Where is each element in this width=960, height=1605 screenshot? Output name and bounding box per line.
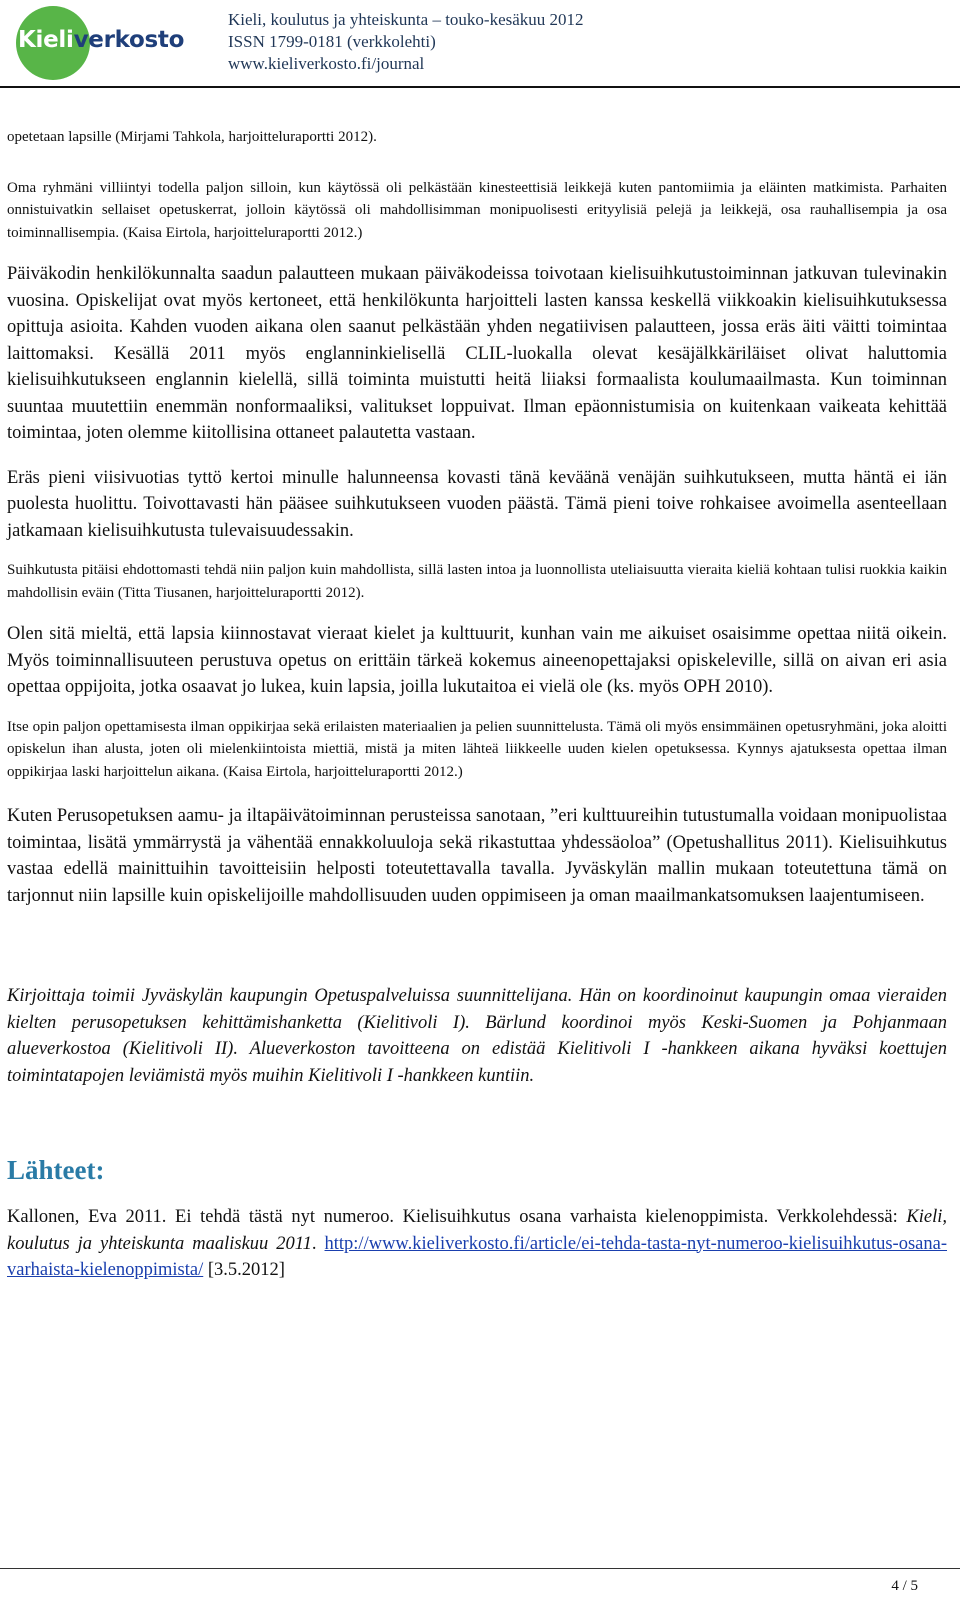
reference-text: Kallonen, Eva 2011. Ei tehdä tästä nyt numeroo. Kielisuihkutus osana varhaista kielenoppimista. Verkkolehdessä: [7, 1207, 907, 1227]
footer-divider [0, 1568, 960, 1569]
reference-separator: . [311, 1233, 325, 1254]
journal-title: Kieli, koulutus ja yhteiskunta – touko-kesäkuu 2012 [228, 10, 584, 29]
paragraph-opinion: Olen sitä mieltä, että lapsia kiinnostavat vieraat kielet ja kulttuurit, kunhan vain me aikuiset osaisimme opettaa niitä oikein. Myös toiminnallisuuteen perustuva opetus on erittäin tärkeä kokemus aineenopettajaksi opiskeleville, sillä on aivan eri asia opettaa oppijoita, jotka osaavat jo lukea, kuin lapsia, joilla lukutaitoa ei vielä ole (ks. myös OPH 2010). [7, 624, 947, 697]
quote-fragment: opetetaan lapsille (Mirjami Tahkola, harjoitteluraportti 2012). [7, 129, 377, 145]
logo-wordmark [18, 29, 184, 52]
paragraph-feedback: Päiväkodin henkilökunnalta saadun palautteen mukaan päiväkodeissa toivotaan kielisuihkutustoiminnan jatkuvan tulevinakin vuosina. Opiskelijat ovat myös kertoneet, että henkilökunta harjoitteli lasten kanssa keskellä viikkoakin kielisuihkutuksessa opittuja asioita. Kahden vuoden aikana olen saanut pelkästään yhden negatiivisen palautteen, jossa eräs äiti väitti toimintaa laittomaksi. Kesällä 2011 myös englanninkielisellä CLIL-luokalla olevat kesäjälkkäriläiset olivat haluttomia kielisuihkutukseen englannin kielellä, sillä toiminta muistutti heitä liiaksi formaalista koulumaailmasta. Kun toiminnan suuntaa muutettiin enemmän nonformaaliksi, valitukset loppuivat. Ilman epäonnistumisia on kuitenkaan vaikeata kehittää toimintaa, joten olemme kiitollisina ottaneet palautetta vastaan. [7, 264, 947, 443]
paragraph-girl: Eräs pieni viisivuotias tyttö kertoi minulle halunneensa kovasti tänä keväänä venäjän suihkutukseen, mutta häntä ei iän puolesta huolittu. Toivottavasti hän pääsee suihkutukseen vuoden päästä. Tämä pieni toive rohkaisee avoimella asenteellaan jatkamaan kielisuihkutusta tulevaisuudessakin. [7, 467, 947, 541]
references-heading: Lähteet: [7, 1155, 105, 1185]
page-header [0, 0, 960, 88]
header-divider [0, 86, 960, 88]
quote-tiusanen: Suihkutusta pitäisi ehdottomasti tehdä niin paljon kuin mahdollista, sillä lasten intoa ja luonnollista uteliaisuutta vieraita kieliä kohtaan tulisi ruokkia kaikin mahdollisin eväin (Titta Tiusanen, harjoitteluraportti 2012). [7, 562, 947, 601]
article-body [7, 126, 947, 1284]
quote-eirtola-1: Oma ryhmäni villiintyi todella paljon silloin, kun käytössä oli pelkästään kinesteettisiä leikkejä kuten pantomiimia ja eläinten matkimista. Parhaiten onnistuivatkin sellaiset opetuskerrat, jolloin käytössä oli mahdollisimman monipuolisesti erityylisiä pelejä ja leikkejä, osa rauhallisempia ja osa toiminnallisempia. (Kaisa Eirtola, harjoitteluraportti 2012.) [7, 179, 947, 241]
reference-link[interactable]: http://www.kieliverkosto.fi/article/ei-tehda-tasta-nyt-numeroo-kielisuihkutus-osana-varhaista-kielenoppimista/ [7, 1233, 948, 1280]
logo-word-kieli: Kieli [18, 27, 74, 53]
journal-issn: ISSN 1799-0181 (verkkolehti) [228, 32, 436, 51]
paragraph-conclusion: Kuten Perusopetuksen aamu- ja iltapäivätoiminnan perusteissa sanotaan, ”eri kulttuureihin tutustumalla voidaan monipuolistaa toimintaa, lisätä ymmärrystä ja vähentää ennakkoluuloja sekä rikastuttaa yhdessäoloa” (Opetushallitus 2011). Kielisuihkutus vastaa edellä mainittuihin tavoitteisiin helposti toteutettavalla tavalla. Jyväskylän mallin mukaan toteutettuna tämä on tarjonnut niin lapsille kuin opiskelijoille mahdollisuuden uuden oppimiseen ja oman maailmankatsomuksen laajentumiseen. [7, 806, 947, 906]
journal-info [228, 9, 584, 75]
quote-eirtola-2: Itse opin paljon opettamisesta ilman oppikirjaa sekä erilaisten materiaalien ja pelien suunnittelusta. Tämä oli myös ensimmäinen opetusryhmäni, joka aloitti opiskelun ihan alusta, joten oli mielenkiintoista miettiä, mistä ja miten lähteä liikkeelle uuden kielen opetuksessa. Kynnys ajatuksesta opettaa ilman oppikirjaa laski harjoittelun aikana. (Kaisa Eirtola, harjoitteluraportti 2012.) [7, 718, 947, 780]
journal-url: www.kieliverkosto.fi/journal [228, 54, 425, 73]
logo-word-verkosto: verkosto [73, 27, 185, 53]
reference-entry [7, 1204, 947, 1284]
author-note: Kirjoittaja toimii Jyväskylän kaupungin Opetuspalveluissa suunnittelijana. Hän on koordinoinut kaupungin omaa vieraiden kielten perusopetuksen kehittämishanketta (Kielitivoli I). Bärlund koordinoi myös Keski-Suomen ja Pohjanmaan alueverkostoa (Kielitivoli II). Alueverkoston tavoitteena on edistää Kielitivoli I -hankkeen aikana hyväksi koettujen toimintatapojen leviämistä myös muihin Kielitivoli I -hankkeen kuntiin. [7, 986, 947, 1086]
reference-date: [3.5.2012] [203, 1260, 285, 1280]
page-number: 4 / 5 [891, 1578, 918, 1594]
reference-journal: Kieli, koulutus ja yhteiskunta maaliskuu 2011 [7, 1207, 947, 1254]
